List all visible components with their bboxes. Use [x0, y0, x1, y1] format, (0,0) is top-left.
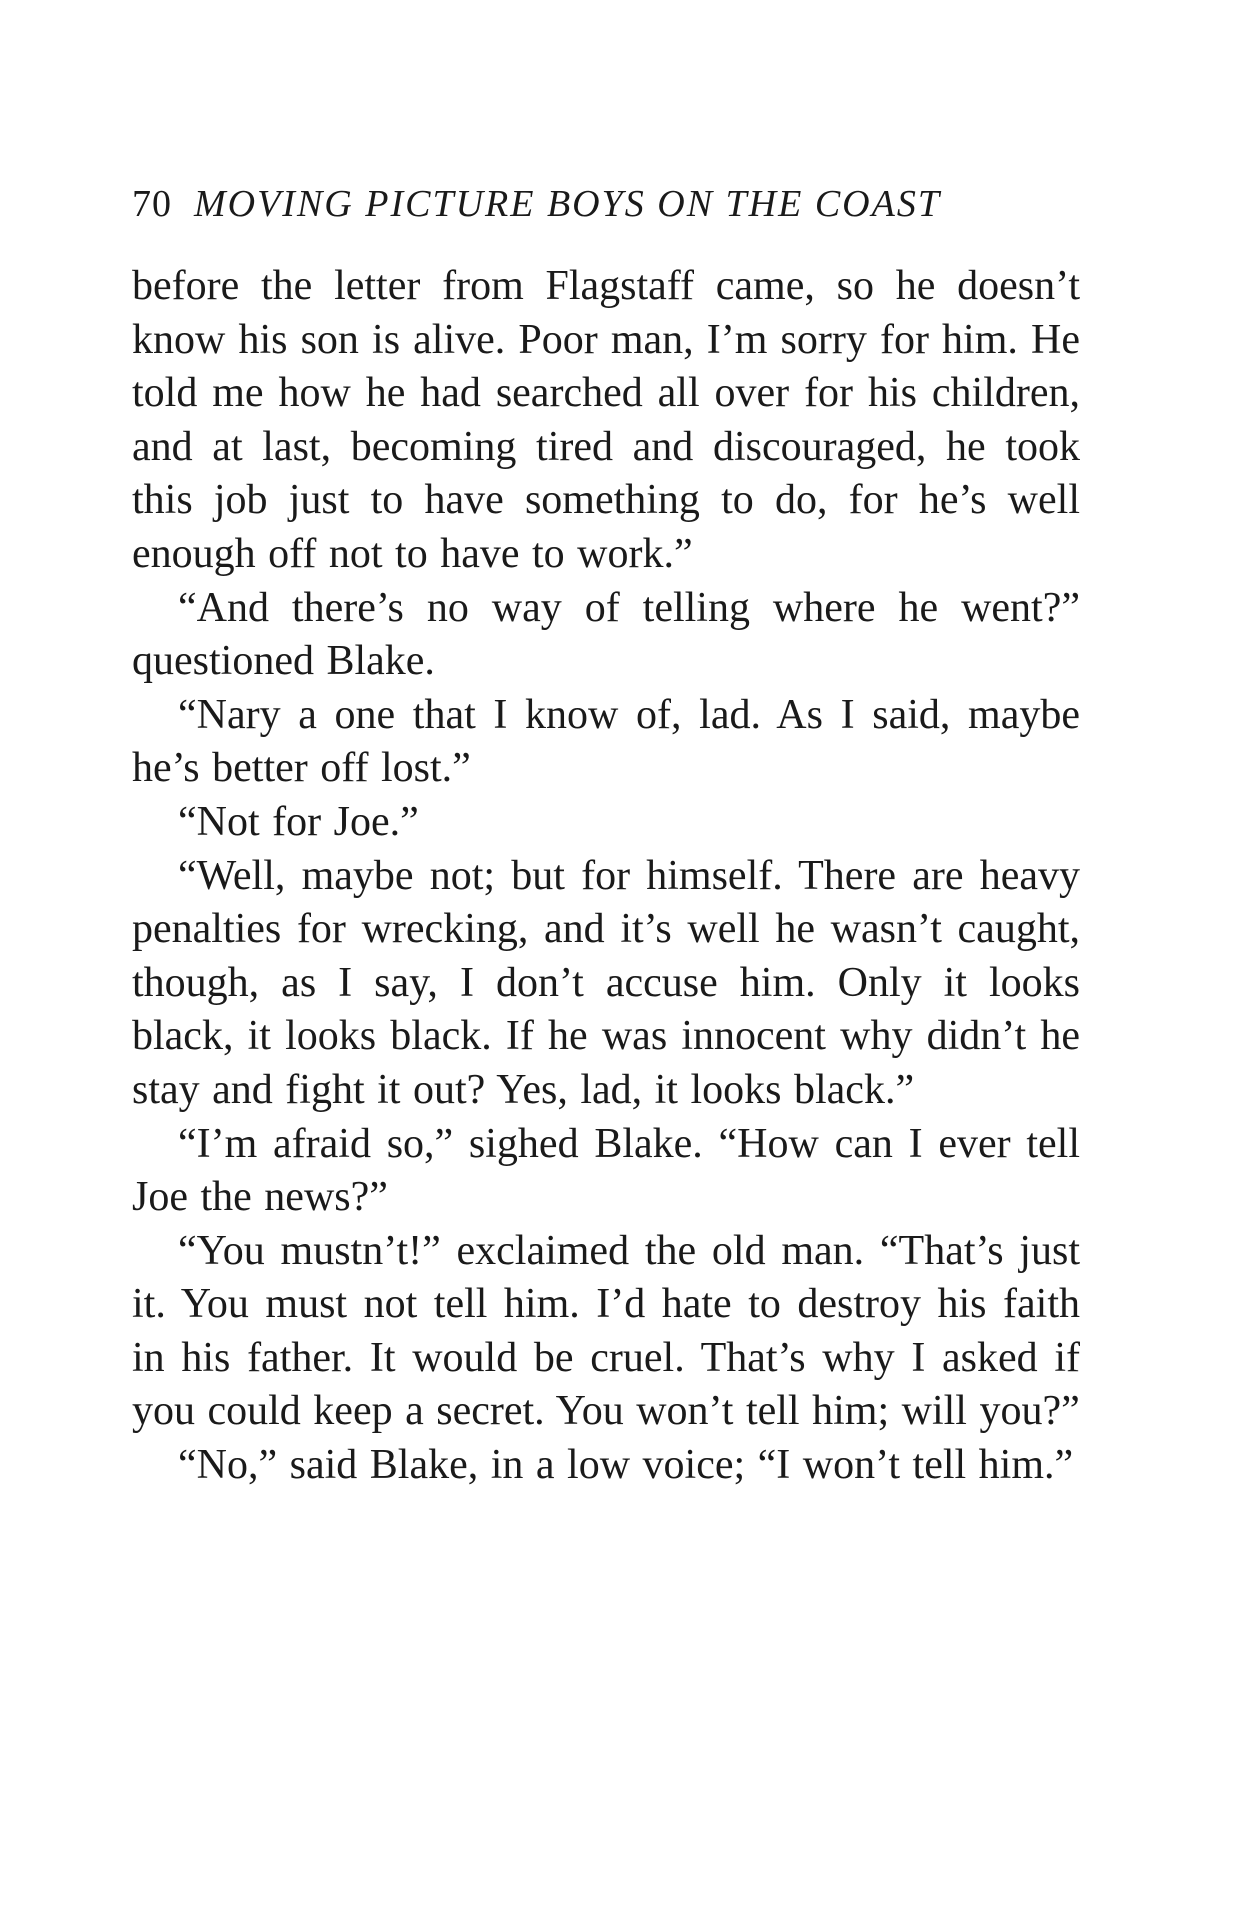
paragraph: “And there’s no way of telling where he went?” questioned Blake.	[132, 584, 1080, 685]
page-header	[132, 180, 1012, 228]
running-title: MOVING PICTURE BOYS ON THE COAST	[194, 183, 941, 225]
paragraph: “Nary a one that I know of, lad. As I said, maybe he’s better off lost.”	[132, 691, 1080, 792]
paragraph: “Well, maybe not; but for himself. There are heavy penalties for wrecking, and it’s well he wasn’t caught, though, as I say, I don’t accuse him. Only it looks black, it looks black. If he was innocent why didn’t he stay and fight it out? Yes, lad, it looks black.”	[132, 852, 1080, 1113]
paragraph: “You mustn’t!” exclaimed the old man. “That’s just it. You must not tell him. I’d hate to destroy his faith in his father. It would be cruel. That’s why I asked if you could keep a secret. You won’t tell him; will you?”	[132, 1227, 1080, 1435]
paragraph: before the letter from Flagstaff came, so he doesn’t know his son is alive. Poor man, I’m sorry for him. He told me how he had searched all over for his children, and at last, becoming tired and discouraged, he took this job just to have something to do, for he’s well enough off not to have to work.”	[132, 263, 1080, 577]
body-text	[132, 260, 1080, 1493]
paragraph: “I’m afraid so,” sighed Blake. “How can I ever tell Joe the news?”	[132, 1120, 1080, 1221]
page-number: 70	[132, 183, 172, 225]
paragraph: “Not for Joe.”	[178, 798, 419, 845]
paragraph: “No,” said Blake, in a low voice; “I won’t tell him.”	[178, 1442, 1074, 1489]
